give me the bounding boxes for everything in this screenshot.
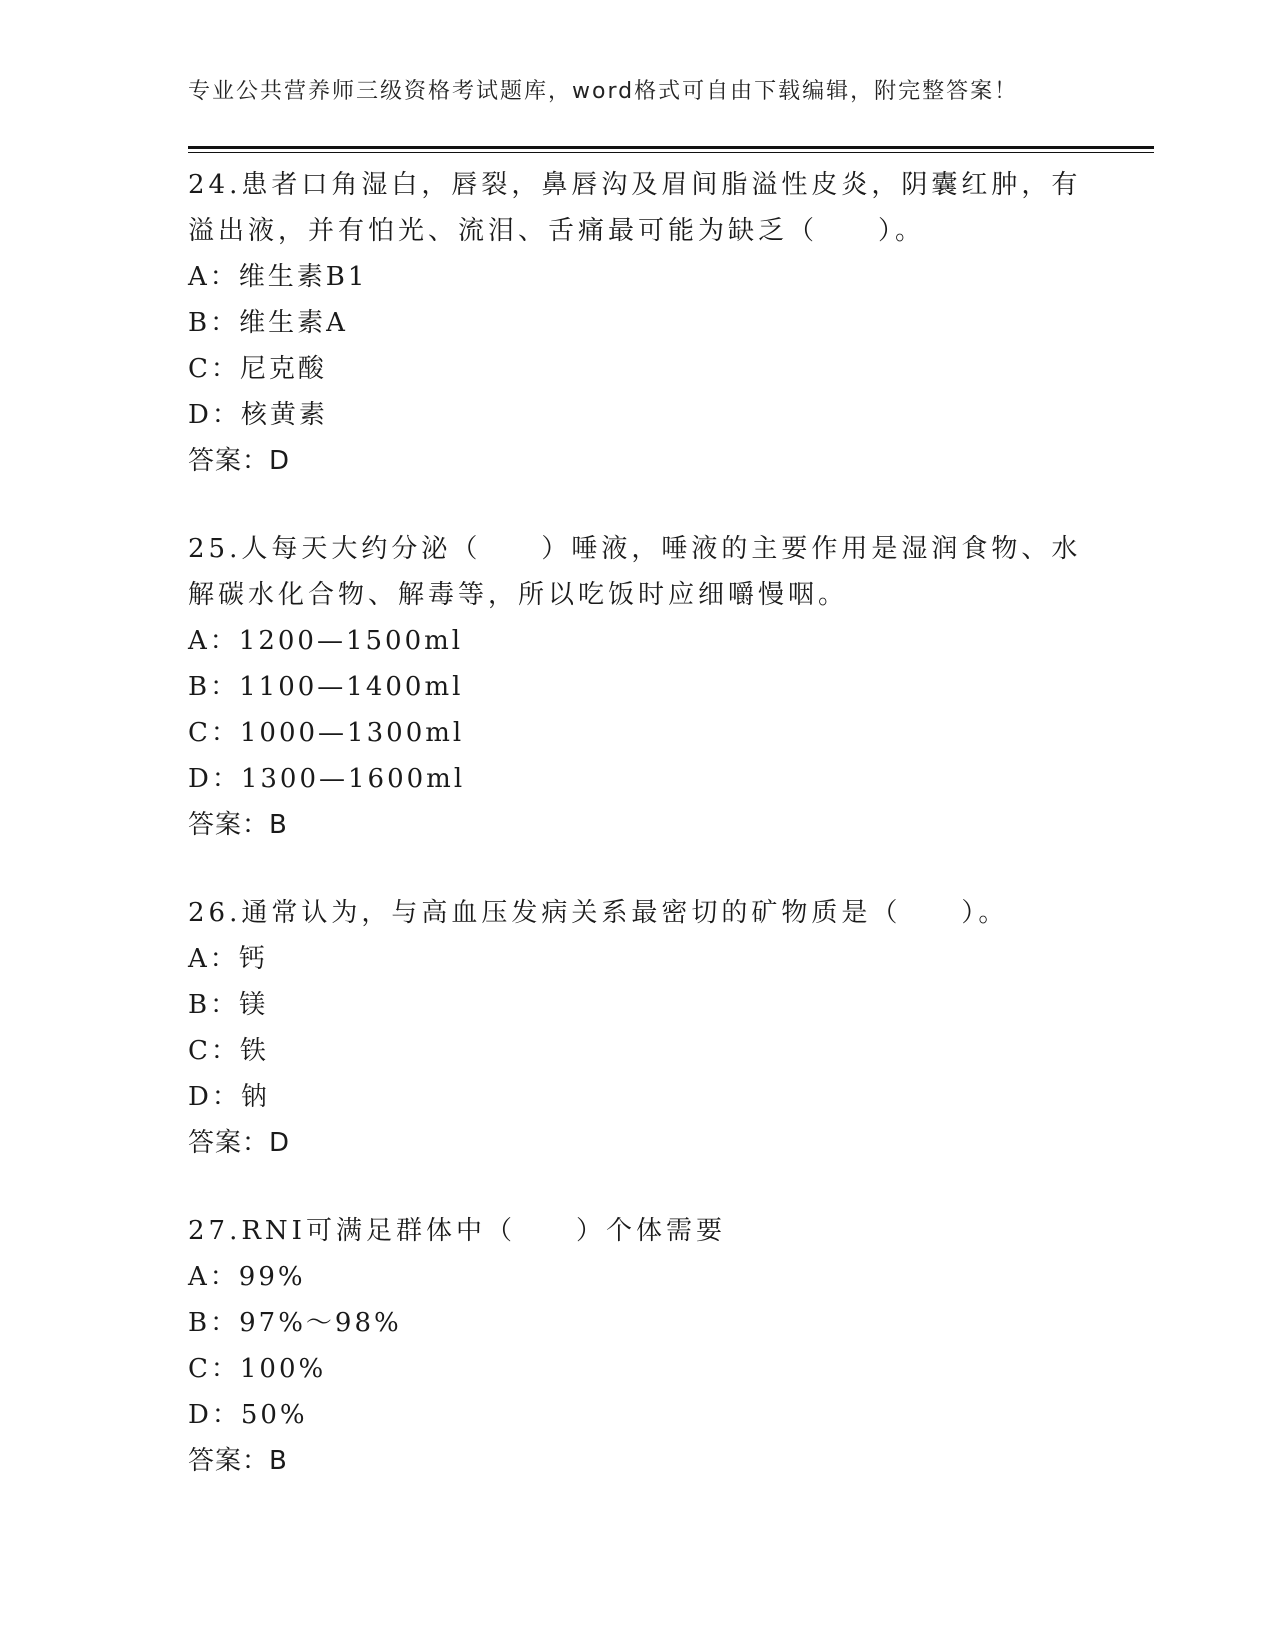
answer-line: 答案：B <box>188 810 288 840</box>
question-26 <box>188 890 1088 1166</box>
option-a: A：维生素B1 <box>188 262 368 292</box>
header-rule-thin <box>188 152 1154 153</box>
option-c: C：铁 <box>188 1036 269 1066</box>
option-a: A：1200—1500ml <box>188 626 464 656</box>
option-c: C：100% <box>188 1354 327 1384</box>
option-c: C：尼克酸 <box>188 354 327 384</box>
option-b: B：1100—1400ml <box>188 672 464 702</box>
option-b: B：97%～98% <box>188 1308 402 1338</box>
answer-line: 答案：B <box>188 1446 288 1476</box>
question-list <box>188 162 1088 1526</box>
option-d: D：钠 <box>188 1082 270 1112</box>
question-27 <box>188 1208 1088 1484</box>
option-a: A：钙 <box>188 944 268 974</box>
header-rule-thick <box>188 146 1154 149</box>
answer-line: 答案：D <box>188 446 291 476</box>
option-a: A：99% <box>188 1262 306 1292</box>
option-d: D：1300—1600ml <box>188 764 466 794</box>
option-c: C：1000—1300ml <box>188 718 465 748</box>
option-b: B：维生素A <box>188 308 348 338</box>
answer-line: 答案：D <box>188 1128 291 1158</box>
option-b: B：镁 <box>188 990 269 1020</box>
option-d: D：核黄素 <box>188 400 328 430</box>
question-stem: 27.RNI可满足群体中（ ）个体需要 <box>188 1216 726 1246</box>
page-header: 专业公共营养师三级资格考试题库，word格式可自由下载编辑，附完整答案！ <box>188 79 1019 104</box>
question-stem: 26.通常认为，与高血压发病关系最密切的矿物质是（ ）。 <box>188 898 1009 928</box>
option-d: D：50% <box>188 1400 308 1430</box>
question-25 <box>188 526 1088 848</box>
question-stem: 24.患者口角湿白，唇裂，鼻唇沟及眉间脂溢性皮炎，阴囊红肿，有溢出液，并有怕光、流泪、舌痛最可能为缺乏（ ）。 <box>188 170 1082 246</box>
question-24 <box>188 162 1088 484</box>
question-stem: 25.人每天大约分泌（ ）唾液，唾液的主要作用是湿润食物、水解碳水化合物、解毒等，所以吃饭时应细嚼慢咽。 <box>188 534 1082 610</box>
